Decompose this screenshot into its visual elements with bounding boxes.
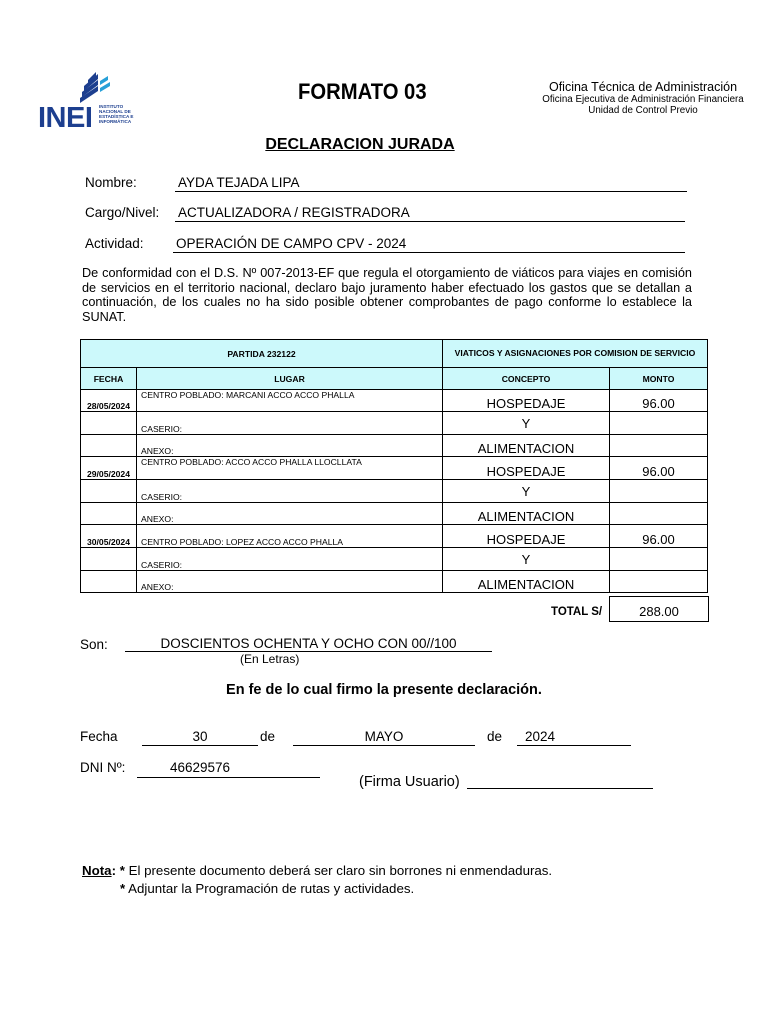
fecha-cell: 28/05/2024 — [81, 390, 137, 412]
centro-cell: CENTRO POBLADO: MARCANI ACCO ACCO PHALLA — [137, 390, 443, 412]
caserio-cell: CASERIO: — [137, 412, 443, 435]
viaticos-header: VIATICOS Y ASIGNACIONES POR COMISION DE SERVICIO — [443, 340, 708, 368]
fecha-de-2: de — [487, 729, 503, 744]
concepto-cell: HOSPEDAJE — [443, 390, 610, 412]
fecha-month: MAYO — [293, 728, 475, 746]
centro-cell: CENTRO POBLADO: ACCO ACCO PHALLA LLOCLLATA — [137, 457, 443, 480]
office-header — [530, 80, 756, 116]
firma-label: (Firma Usuario) — [359, 774, 460, 790]
concepto-cell: Y — [443, 548, 610, 571]
viaticos-table — [80, 339, 708, 593]
col-fecha: FECHA — [81, 368, 137, 390]
cargo-label: Cargo/Nivel: — [85, 205, 160, 220]
logo-subtitle: INSTITUTO NACIONAL DE ESTADÍSTICA E INFORMÁTICA — [99, 104, 134, 124]
en-letras-hint: (En Letras) — [240, 652, 300, 666]
caserio-cell: CASERIO: — [137, 548, 443, 571]
concepto-cell: HOSPEDAJE — [443, 457, 610, 480]
nota-line2: Adjuntar la Programación de rutas y actividades. — [128, 881, 415, 896]
office-line2: Oficina Ejecutiva de Administración Financiera — [542, 94, 744, 105]
monto-cell: 96.00 — [610, 457, 708, 480]
table-row — [81, 390, 708, 412]
centro-cell: CENTRO POBLADO: LOPEZ ACCO ACCO PHALLA — [137, 525, 443, 548]
concepto-cell: Y — [443, 412, 610, 435]
anexo-cell: ANEXO: — [137, 571, 443, 593]
monto-cell: 96.00 — [610, 390, 708, 412]
nota-line1: El presente documento deberá ser claro sin borrones ni enmendaduras. — [128, 863, 553, 878]
nombre-value: AYDA TEJADA LIPA — [175, 174, 687, 192]
fecha-de-1: de — [260, 729, 276, 744]
monto-cell: 96.00 — [610, 525, 708, 548]
cargo-value: ACTUALIZADORA / REGISTRADORA — [175, 204, 685, 222]
formato-title: FORMATO 03 — [298, 79, 427, 104]
actividad-label: Actividad: — [85, 236, 144, 251]
document-title: DECLARACION JURADA — [265, 136, 455, 153]
col-lugar: LUGAR — [137, 368, 443, 390]
table-row — [81, 503, 708, 525]
dni-label: DNI Nº: — [80, 760, 126, 775]
table-row — [81, 435, 708, 457]
col-monto: MONTO — [610, 368, 708, 390]
table-row — [81, 457, 708, 480]
fecha-label: Fecha — [80, 729, 118, 744]
concepto-cell: Y — [443, 480, 610, 503]
anexo-cell: ANEXO: — [137, 435, 443, 457]
office-line3: Unidad de Control Previo — [588, 105, 698, 116]
table-row — [81, 525, 708, 548]
anexo-cell: ANEXO: — [137, 503, 443, 525]
nota-label: Nota — [82, 863, 112, 878]
inei-logo — [36, 68, 140, 134]
office-line1: Oficina Técnica de Administración — [548, 80, 738, 94]
fecha-day: 30 — [142, 728, 258, 746]
son-label: Son: — [80, 637, 108, 652]
nota-block: Nota: * El presente documento deberá ser claro sin borrones ni enmendaduras. * Adjuntar la Programación de rutas y actividades. — [82, 863, 553, 896]
concepto-cell: ALIMENTACION — [443, 503, 610, 525]
fecha-year: 2024 — [517, 728, 631, 746]
col-concepto: CONCEPTO — [443, 368, 610, 390]
concepto-cell: HOSPEDAJE — [443, 525, 610, 548]
caserio-cell: CASERIO: — [137, 480, 443, 503]
table-row — [81, 548, 708, 571]
concepto-cell: ALIMENTACION — [443, 435, 610, 457]
firma-line — [467, 788, 653, 789]
table-row — [81, 412, 708, 435]
fecha-cell: 29/05/2024 — [81, 457, 137, 480]
partida-header: PARTIDA 232122 — [81, 340, 443, 368]
actividad-value: OPERACIÓN DE CAMPO CPV - 2024 — [173, 235, 685, 253]
total-label: TOTAL S/ — [551, 606, 603, 618]
table-row — [81, 571, 708, 593]
total-value: 288.00 — [609, 596, 709, 622]
logo-text: INEI — [38, 102, 93, 134]
son-value: DOSCIENTOS OCHENTA Y OCHO CON 00//100 — [125, 636, 492, 652]
legal-paragraph: De conformidad con el D.S. Nº 007-2013-EF que regula el otorgamiento de viáticos para viajes en comisión de servicios en el territorio nacional, declaro bajo juramento haber efectuado los gastos que se detallan a continuación, de los cuales no ha sido posible obtener comprobantes de pago conforme lo establece la SUNAT. — [82, 266, 692, 324]
nombre-label: Nombre: — [85, 175, 137, 190]
dni-value: 46629576 — [137, 759, 320, 778]
fecha-cell: 30/05/2024 — [81, 525, 137, 548]
concepto-cell: ALIMENTACION — [443, 571, 610, 593]
declaration-statement: En fe de lo cual firmo la presente declaración. — [226, 682, 542, 698]
table-row — [81, 480, 708, 503]
